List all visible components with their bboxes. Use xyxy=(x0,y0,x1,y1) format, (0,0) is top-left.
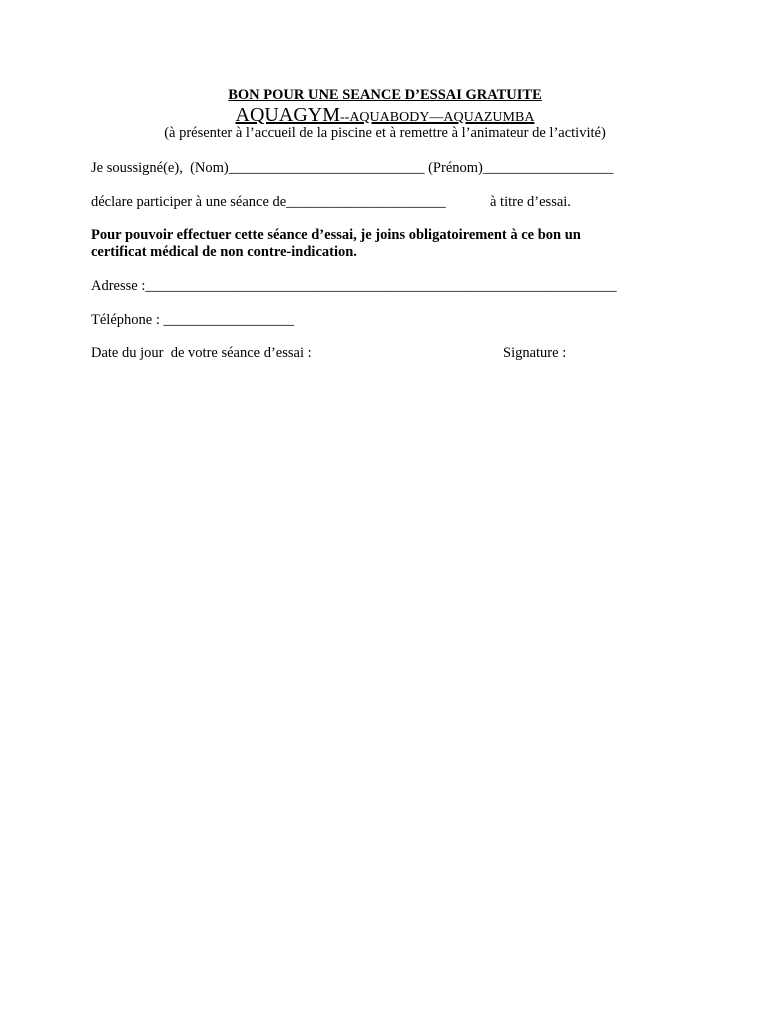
medical-notice-line-2: certificat médical de non contre-indication. xyxy=(91,244,357,260)
medical-notice-line-1: Pour pouvoir effectuer cette séance d’essai, je joins obligatoirement à ce bon un xyxy=(91,227,581,243)
document-title: BON POUR UNE SEANCE D’ESSAI GRATUITE xyxy=(228,87,542,103)
declaration-suffix: à titre d’essai. xyxy=(490,194,571,210)
signature-label: Signature : xyxy=(503,345,567,361)
address-line: Adresse :_________________________________________________________________ xyxy=(91,278,617,294)
name-line: Je soussigné(e), (Nom)___________________________ (Prénom)__________________ xyxy=(91,160,614,176)
activity-rest: --AQUABODY—AQUAZUMBA xyxy=(340,110,535,125)
phone-line: Téléphone : __________________ xyxy=(91,312,294,328)
activity-main: AQUAGYM xyxy=(235,104,340,126)
date-label: Date du jour de votre séance d’essai : xyxy=(91,345,312,361)
instruction-text: (à présenter à l’accueil de la piscine et à remettre à l’animateur de l’activité) xyxy=(164,125,606,141)
declaration-line: déclare participer à une séance de______________________ xyxy=(91,194,446,210)
